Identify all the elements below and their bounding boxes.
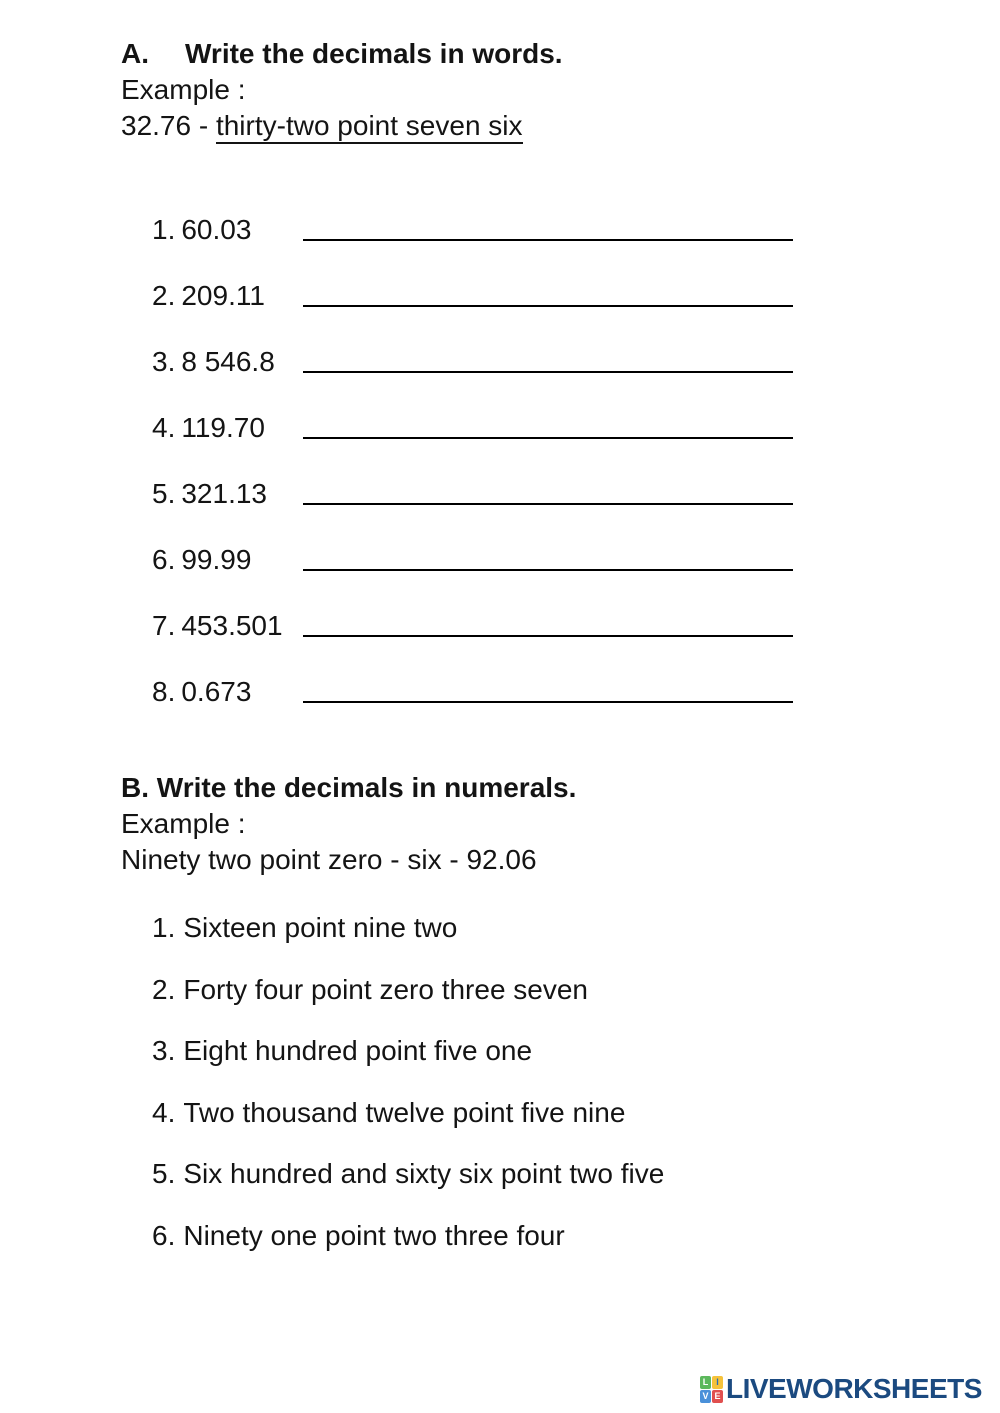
item-decimal: 0.673: [181, 676, 252, 707]
item-number: 3.: [152, 346, 176, 377]
item-decimal: 8 546.8: [181, 346, 275, 377]
section-b-header: [121, 770, 576, 878]
section-a-header: [121, 36, 563, 144]
item-text: Two thousand twelve point five nine: [183, 1096, 626, 1128]
list-item: [152, 674, 852, 740]
answer-blank-line[interactable]: [303, 569, 793, 571]
item-number: 4.: [152, 1096, 176, 1128]
list-item: [152, 912, 912, 974]
logo-tile-l: L: [700, 1376, 711, 1389]
item-text: Forty four point zero three seven: [183, 973, 589, 1005]
answer-blank-line[interactable]: [303, 239, 793, 241]
answer-blank-line[interactable]: [303, 503, 793, 505]
section-a-example-label: Example :: [121, 74, 246, 105]
list-item: [152, 410, 852, 476]
item-number: 5.: [152, 478, 176, 509]
logo-tile-v: V: [700, 1390, 711, 1403]
section-b-example-line: Ninety two point zero - six - 92.06: [121, 844, 537, 875]
item-text: Eight hundred point five one: [183, 1035, 533, 1067]
section-a-heading: [121, 36, 563, 72]
section-b-example-label: Example :: [121, 808, 246, 839]
section-a-items: [152, 212, 852, 740]
answer-blank-line[interactable]: [303, 437, 793, 439]
list-item: [152, 344, 852, 410]
item-number: 6.: [152, 544, 176, 575]
item-number: 5.: [152, 1158, 176, 1190]
answer-blank-line[interactable]: [303, 701, 793, 703]
item-decimal: 119.70: [181, 412, 265, 443]
item-number: 3.: [152, 1035, 176, 1067]
item-decimal: 60.03: [181, 214, 252, 245]
list-item: [152, 1035, 912, 1097]
item-number: 4.: [152, 412, 176, 443]
answer-blank-line[interactable]: [303, 371, 793, 373]
section-a-example-line: [121, 108, 563, 144]
list-item: [152, 1097, 912, 1159]
example-answer-underlined: thirty-two point seven six: [216, 110, 523, 144]
list-item: [152, 1220, 912, 1282]
answer-blank-line[interactable]: [303, 305, 793, 307]
item-text: Sixteen point nine two: [183, 912, 458, 943]
item-text: Ninety one point two three four: [183, 1219, 565, 1251]
item-number: 2.: [152, 973, 176, 1005]
section-b-items: [152, 912, 912, 1282]
list-item: [152, 476, 852, 542]
list-item: [152, 974, 912, 1036]
item-number: 8.: [152, 676, 176, 707]
item-decimal: 321.13: [181, 478, 267, 509]
item-number: 1.: [152, 912, 176, 943]
item-decimal: 209.11: [181, 280, 265, 311]
logo-tile-e: E: [712, 1390, 723, 1403]
item-decimal: 99.99: [181, 544, 252, 575]
example-number: 32.76 -: [121, 110, 216, 141]
answer-blank-line[interactable]: [303, 635, 793, 637]
list-item: [152, 608, 852, 674]
item-number: 2.: [152, 280, 176, 311]
brand-wordmark: LIVEWORKSHEETS: [726, 1373, 982, 1404]
list-item: [152, 212, 852, 278]
liveworksheets-logo: [700, 1372, 982, 1406]
logo-tile-i: I: [712, 1376, 723, 1389]
liveworksheets-cube-icon: [700, 1376, 723, 1403]
section-a-letter: A.: [121, 38, 149, 69]
section-b-heading: B. Write the decimals in numerals.: [121, 772, 577, 803]
list-item: [152, 278, 852, 344]
item-text: Six hundred and sixty six point two five: [183, 1158, 665, 1190]
item-number: 1.: [152, 214, 176, 245]
item-number: 7.: [152, 610, 176, 641]
section-a-title: Write the decimals in words.: [185, 38, 563, 69]
item-decimal: 453.501: [181, 610, 283, 641]
list-item: [152, 1158, 912, 1220]
list-item: [152, 542, 852, 608]
item-number: 6.: [152, 1219, 176, 1251]
